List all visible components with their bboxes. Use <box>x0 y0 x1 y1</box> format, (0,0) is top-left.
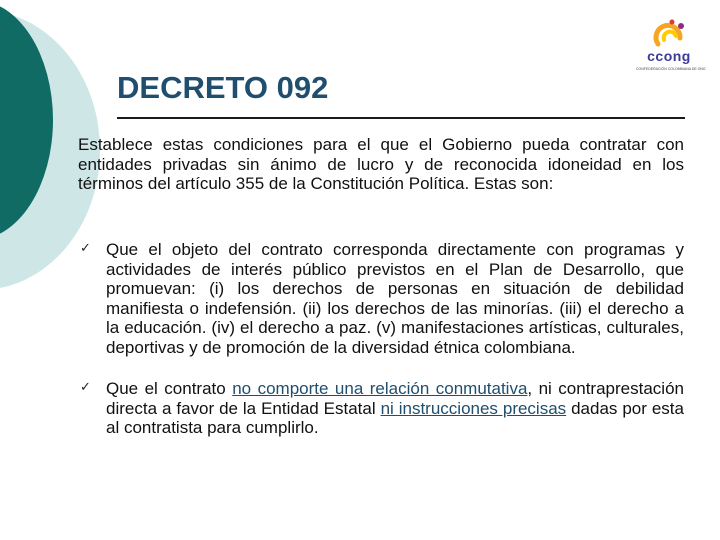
bullet-text-part: , ni contraprestación directa a favor de la Entidad Estatal <box>106 379 684 418</box>
page-title: DECRETO 092 <box>117 70 329 105</box>
logo-wordmark: ccong <box>647 48 691 64</box>
checkmark-icon: ✓ <box>80 380 91 395</box>
intro-paragraph: Establece estas condiciones para el que el Gobierno pueda contratar con entidades privadas sin ánimo de lucro y de reconocida idoneidad en los términos del artículo 355 de la Constitución Política. Estas son: <box>78 135 684 193</box>
conditions-list <box>78 240 684 438</box>
bullet-text <box>106 379 684 438</box>
logo-emblem <box>636 18 702 50</box>
bullet-text: Que el objeto del contrato corresponda directamente con programas y actividades de interés público previstos en el Plan de Desarrollo, que promuevan: (i) los derechos de personas en situación de debilidad manifiesta o indefensión. (ii) los derechos de las minorías. (iii) el derecho a la educación. (iv) el derecho a paz. (v) manifestaciones artísticas, culturales, deportivas y de promoción de la diversidad étnica colombiana. <box>106 240 684 357</box>
underlined-phrase: no comporte una relación conmutativa <box>232 379 528 398</box>
logo-subtitle: CONFEDERACIÓN COLOMBIANA DE ONG <box>636 67 706 71</box>
underlined-phrase: ni instrucciones precisas <box>380 398 567 418</box>
bullet-text-part: Que el contrato <box>106 379 233 398</box>
checkmark-icon: ✓ <box>80 241 91 256</box>
list-item <box>78 240 684 357</box>
bullet-text-part: dadas por esta al contratista para cumplirlo. <box>106 398 684 437</box>
ccong-logo <box>636 18 706 76</box>
title-divider <box>117 117 685 119</box>
list-item <box>78 379 684 438</box>
